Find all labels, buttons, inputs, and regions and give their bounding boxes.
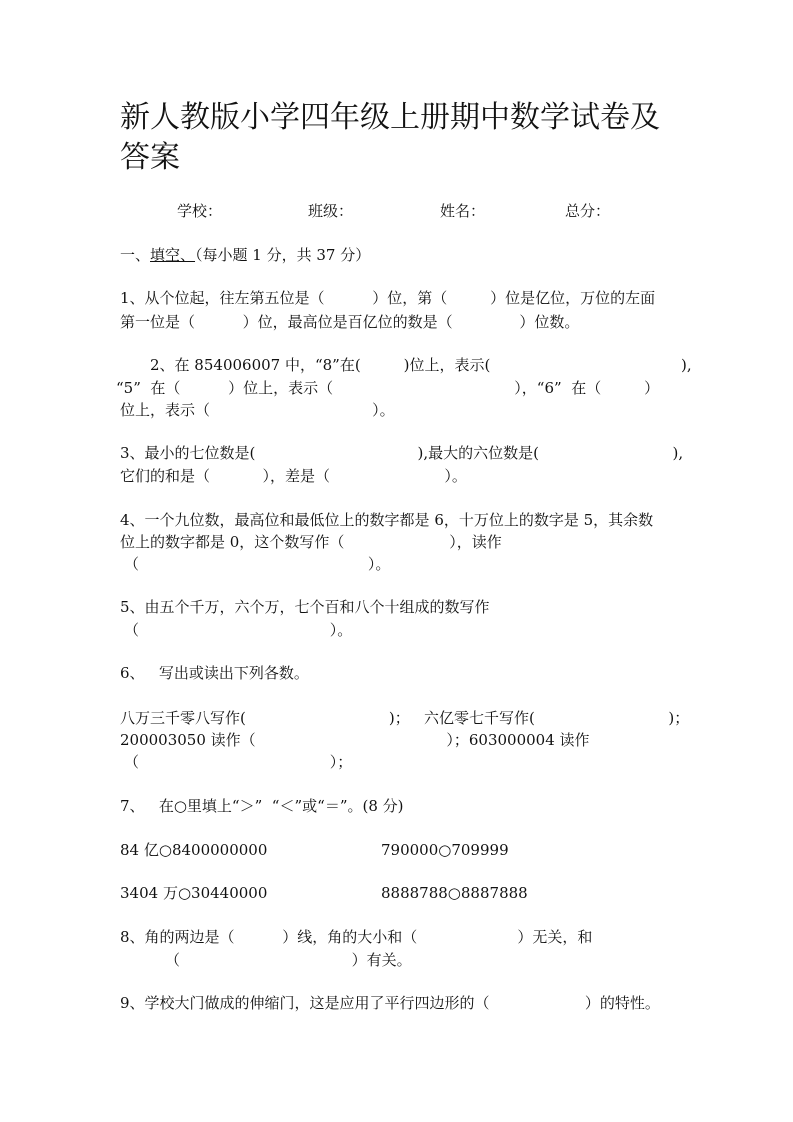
- comparison-right: 790000○709999: [381, 841, 509, 859]
- comparison-right: 8888788○8887888: [381, 884, 528, 902]
- name-field-label: 姓名：: [440, 202, 486, 220]
- question-line: （ ）；: [124, 753, 353, 771]
- comparison-left: 3404 万○30440000: [120, 884, 268, 902]
- question-line: （ ）有关。: [165, 951, 412, 969]
- page-title: 新人教版小学四年级上册期中数学试卷及: [120, 100, 660, 135]
- question-line: 2、在 854006007 中，“8”在( )位上，表示( ),: [150, 356, 692, 374]
- comparison-left: 84 亿○8400000000: [120, 841, 268, 859]
- question-line: “5” 在（ ）位上，表示（ ），“6” 在（ ）: [116, 379, 660, 397]
- question-line: 第一位是（ ）位，最高位是百亿位的数是（ ）位数。: [120, 313, 580, 331]
- class-field-label: 班级：: [308, 202, 354, 220]
- question-line: （ ）。: [124, 555, 391, 573]
- question-line: 8、角的两边是（ ）线，角的大小和（ ）无关，和: [120, 928, 593, 946]
- question-line: 200003050 读作（ ）；603000004 读作: [120, 731, 590, 749]
- page-title-continued: 答案: [120, 140, 180, 175]
- question-line: 9、学校大门做成的伸缩门，这是应用了平行四边形的（ ）的特性。: [120, 994, 660, 1012]
- score-field-label: 总分：: [565, 202, 611, 220]
- question-line: 八万三千零八写作( )； 六亿零七千写作( )；: [120, 709, 690, 727]
- question-line: 7、 在○里填上“＞” “＜”或“＝”。(8 分): [120, 797, 404, 815]
- section-prefix: 一、: [120, 246, 151, 264]
- question-line: 4、一个九位数，最高位和最低位上的数字都是 6，十万位上的数字是 5，其余数: [120, 511, 654, 529]
- question-line: 6、 写出或读出下列各数。: [120, 664, 309, 682]
- section-title: 填空、: [150, 246, 196, 264]
- section-note: （每小题 1 分，共 37 分）: [195, 246, 371, 264]
- question-line: 5、由五个千万，六个万，七个百和八个十组成的数写作: [120, 598, 490, 616]
- school-field-label: 学校：: [177, 202, 223, 220]
- section-heading: [120, 244, 370, 266]
- question-line: 3、最小的七位数是( ),最大的六位数是( ),: [120, 444, 684, 462]
- question-line: 位上，表示（ ）。: [120, 401, 395, 419]
- question-line: 它们的和是（ ），差是（ ）。: [120, 467, 467, 485]
- question-line: 位上的数字都是 0，这个数写作（ ），读作: [120, 533, 502, 551]
- question-line: （ ）。: [124, 621, 353, 639]
- question-line: 1、从个位起，往左第五位是（ ）位，第（ ）位是亿位，万位的左面: [120, 289, 656, 307]
